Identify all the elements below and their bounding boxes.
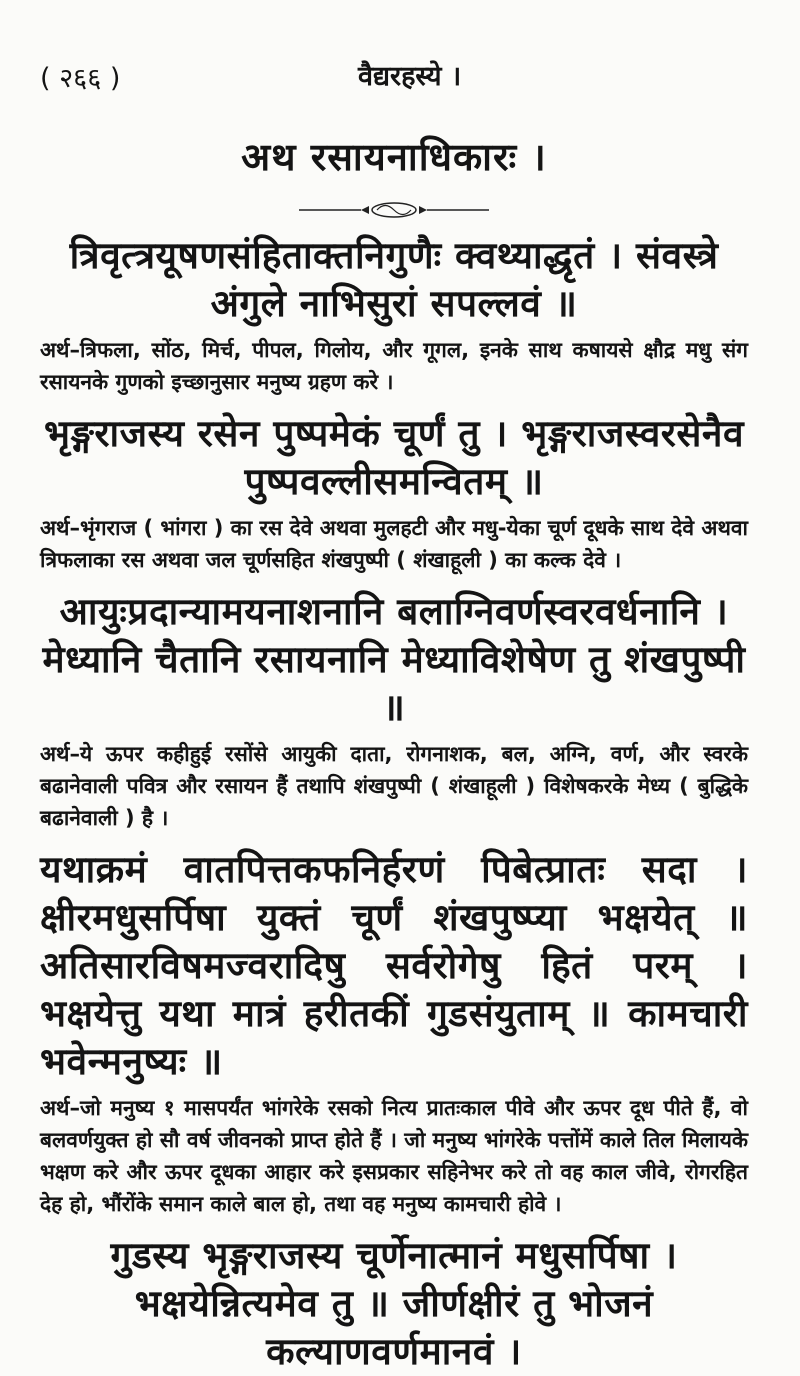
verse-block: त्रिवृत्त्रयूषणसंहिताक्तनिगुणैः क्वथ्याद्धृतं । संवस्त्रे अंगुले नाभिसुरां सपल्लवं ॥	[69, 234, 719, 325]
gloss-paragraph: अर्थ–ये ऊपर कहीहुई रसोंसे आयुकी दाता, रोगनाशक, बल, अग्नि, वर्ण, और स्वरके बढानेवाली पवित्र और रसायन हैं तथापि शंखपुष्पी ( शंखाहूली ) विशेषकरके मेध्य ( बुद्धिके बढानेवाली ) है ।	[40, 742, 748, 830]
divider-ornament	[299, 200, 489, 220]
verse-block: भृङ्गराजस्य रसेन पुष्पमेकं चूर्णं तु । भृङ्गराजस्वरसेनैव पुष्पवल्लीसमन्वितम् ॥	[43, 412, 745, 503]
running-head: वैद्यरहस्ये ।	[358, 61, 462, 92]
page-number: ( २६६ )	[40, 63, 121, 94]
chapter-title: अथ रसायनाधिकारः ।	[241, 135, 547, 179]
gloss-paragraph: अर्थ–भृंगराज ( भांगरा ) का रस देवे अथवा मुलहटी और मधु-येका चूर्ण दूधके साथ देवे अथवा त्रिफलाका रस अथवा जल चूर्णसहित शंखपुष्पी ( शंखाहूली ) का कल्क देवे ।	[40, 516, 748, 572]
gloss-paragraph: अर्थ–जो मनुष्य १ मासपर्यंत भांगरेके रसको नित्य प्रातःकाल पीवे और ऊपर दूध पीते हैं, वो बलवर्णयुक्त हो सौ वर्ष जीवनको प्राप्त होते हैं । जो मनुष्य भांगरेके पत्तोंमें काले तिल मिलायके भक्षण करे और ऊपर दूधका आहार करे इसप्रकार सहिनेभर करे तो वह काल जीवे, रोगरहित देह हो, भौंरोंके समान काले बाल हो, तथा वह मनुष्य कामचारी होवे ।	[40, 1096, 748, 1216]
page-content	[40, 130, 748, 1373]
verse-block: गुडस्य भृङ्गराजस्य चूर्णेनात्मानं मधुसर्पिषा । भक्षयेन्नित्यमेव तु ॥ जीर्णक्षीरं तु भोजनं कल्याणवर्णमानवं ।	[110, 1234, 678, 1373]
verse-block: यथाक्रमं वातपित्तकफनिर्हरणं पिबेत्प्रातः सदा । क्षीरमधुसर्पिषा युक्तं चूर्णं शंखपुष्प्या भक्षयेत् ॥ अतिसारविषमज्वरादिषु सर्वरोगेषु हितं परम् । भक्षयेत्तु यथा मात्रं हरीतकीं गुडसंयुताम् ॥ कामचारी भवेन्मनुष्यः ॥	[40, 848, 748, 1083]
verse-block: आयुःप्रदान्यामयनाशनानि बलाग्निवर्णस्वरवर्धनानि । मेध्यानि चैतानि रसायनानि मेध्याविशेषेण तु शंखपुष्पी ॥	[42, 590, 746, 729]
gloss-paragraph: अर्थ–त्रिफला, सोंठ, मिर्च, पीपल, गिलोय, और गूगल, इनके साथ कषायसे क्षौद्र मधु संग रसायनके गुणको इच्छानुसार मनुष्य ग्रहण करे ।	[40, 338, 748, 394]
page-header	[40, 44, 748, 94]
